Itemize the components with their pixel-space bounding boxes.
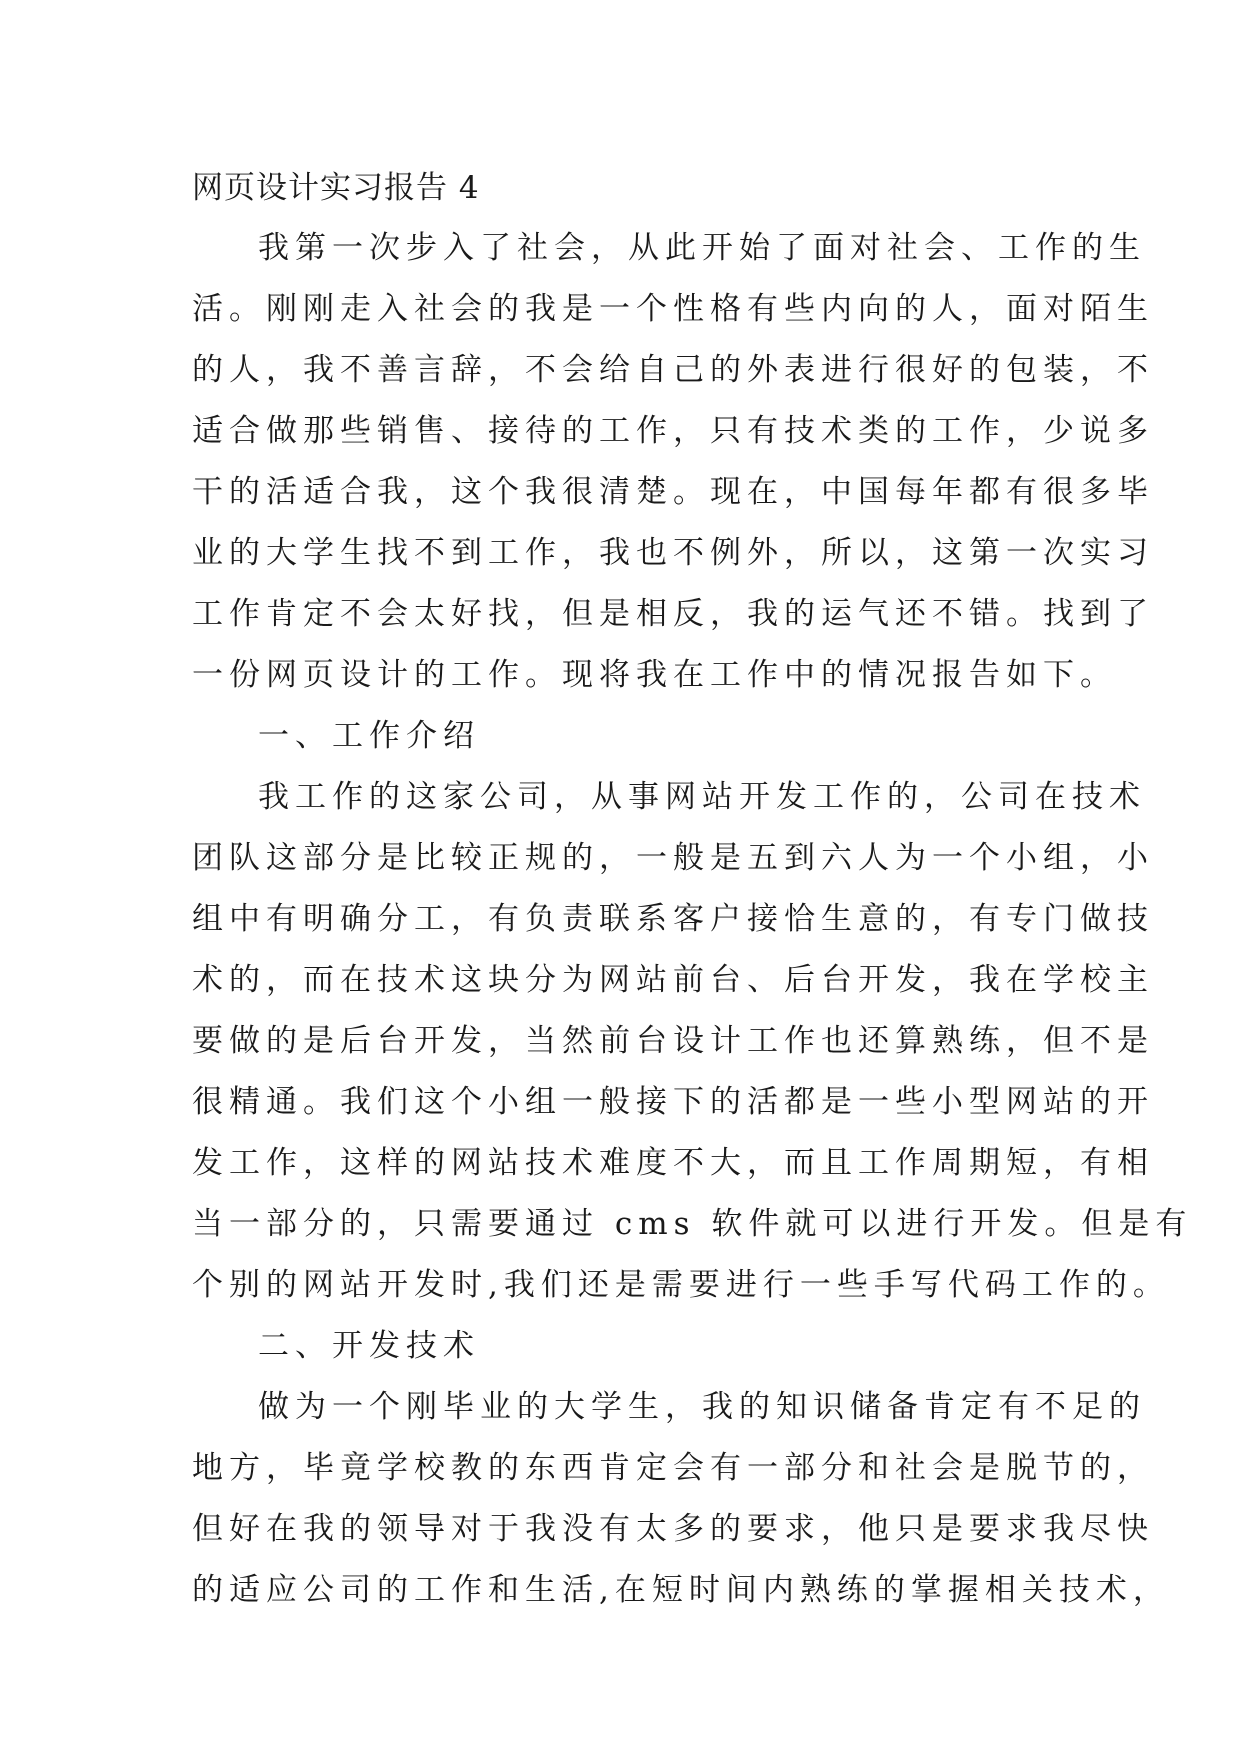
text-line: 我工作的这家公司，从事网站开发工作的，公司在技术 <box>258 779 1146 815</box>
text-line: 要做的是后台开发，当然前台设计工作也还算熟练，但不是 <box>192 1023 1154 1059</box>
text-line: 的适应公司的工作和生活,在短时间内熟练的掌握相关技术， <box>192 1572 1170 1608</box>
text-line: 工作肯定不会太好找，但是相反，我的运气还不错。找到了 <box>192 596 1154 632</box>
section-heading-dev-tech <box>192 1316 1052 1377</box>
document-title: 网页设计实习报告 4 <box>192 170 480 206</box>
text-line: 我第一次步入了社会，从此开始了面对社会、工作的生 <box>258 230 1146 266</box>
section-heading: 一、工作介绍 <box>258 718 480 754</box>
text-line: 组中有明确分工，有负责联系客户接恰生意的，有专门做技 <box>192 901 1154 937</box>
text-line: 的人，我不善言辞，不会给自己的外表进行很好的包装，不 <box>192 352 1154 388</box>
paragraph-intro <box>192 218 1154 706</box>
text-line: 活。刚刚走入社会的我是一个性格有些内向的人，面对陌生 <box>192 291 1154 327</box>
section-heading-work-intro <box>192 706 1052 767</box>
text-line: 但好在我的领导对于我没有太多的要求，他只是要求我尽快 <box>192 1511 1154 1547</box>
text-line: 适合做那些销售、接待的工作，只有技术类的工作，少说多 <box>192 413 1154 449</box>
text-line: 做为一个刚毕业的大学生，我的知识储备肯定有不足的 <box>258 1389 1146 1425</box>
text-line: 术的，而在技术这块分为网站前台、后台开发，我在学校主 <box>192 962 1154 998</box>
paragraph-dev-tech <box>192 1377 1170 1621</box>
section-heading: 二、开发技术 <box>258 1328 480 1364</box>
text-line: 业的大学生找不到工作，我也不例外，所以，这第一次实习 <box>192 535 1154 571</box>
text-line: 发工作，这样的网站技术难度不大，而且工作周期短，有相 <box>192 1145 1154 1181</box>
paragraph-work-intro <box>192 767 1193 1316</box>
text-line: 个别的网站开发时,我们还是需要进行一些手写代码工作的。 <box>192 1267 1170 1303</box>
text-line: 当一部分的，只需要通过 cms 软件就可以进行开发。但是有 <box>192 1206 1193 1242</box>
text-line: 很精通。我们这个小组一般接下的活都是一些小型网站的开 <box>192 1084 1154 1120</box>
document-body <box>192 218 1193 1621</box>
text-line: 干的活适合我，这个我很清楚。现在，中国每年都有很多毕 <box>192 474 1154 510</box>
text-line: 地方，毕竟学校教的东西肯定会有一部分和社会是脱节的， <box>192 1450 1154 1486</box>
text-line: 一份网页设计的工作。现将我在工作中的情况报告如下。 <box>192 657 1117 693</box>
text-line: 团队这部分是比较正规的，一般是五到六人为一个小组，小 <box>192 840 1154 876</box>
